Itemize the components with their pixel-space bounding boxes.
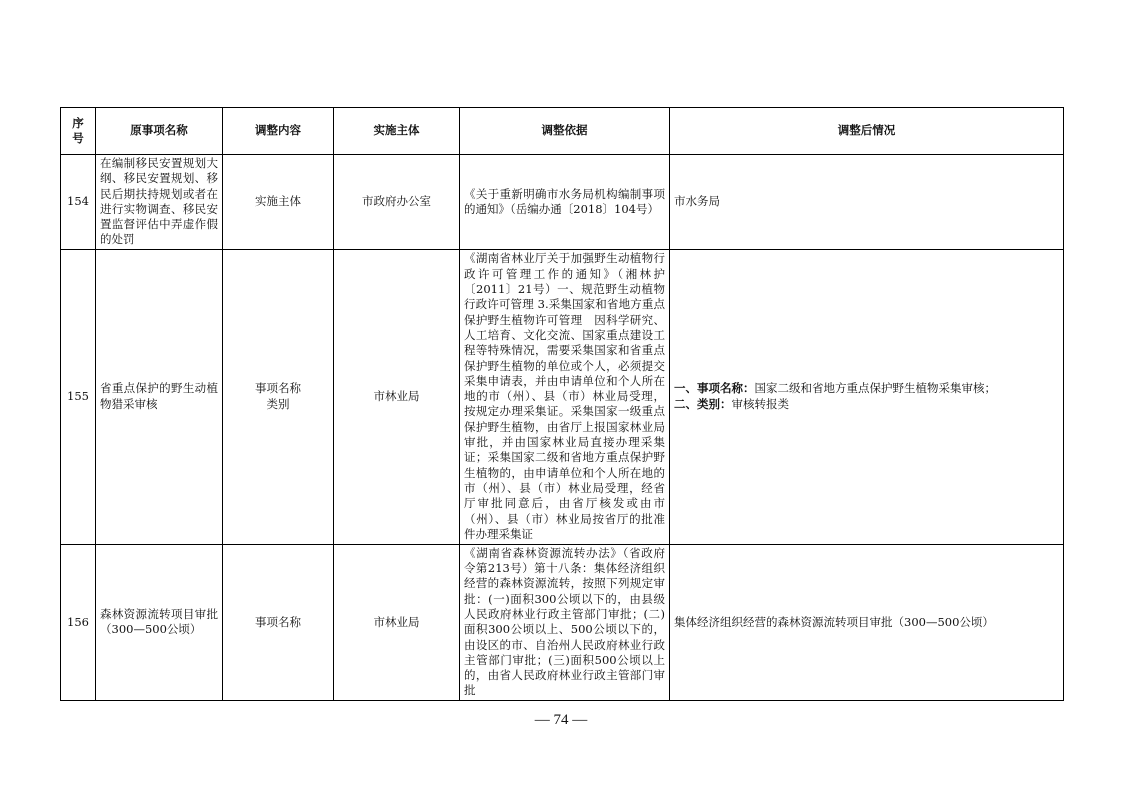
result-line-1 bbox=[674, 381, 1059, 396]
row-name: 省重点保护的野生动植物猎采审核 bbox=[96, 249, 223, 544]
row-no: 156 bbox=[61, 544, 96, 700]
header-no: 序 号 bbox=[61, 108, 96, 155]
header-result: 调整后情况 bbox=[670, 108, 1064, 155]
row-content: 实施主体 bbox=[223, 155, 334, 250]
row-result bbox=[670, 249, 1064, 544]
result-label-name: 一、事项名称： bbox=[674, 381, 755, 396]
table-header-row bbox=[61, 108, 1064, 155]
adjustment-table bbox=[60, 107, 1064, 701]
result-label-category: 二、类别： bbox=[674, 396, 732, 411]
row-subject: 市林业局 bbox=[334, 249, 460, 544]
row-result: 集体经济组织经营的森林资源流转项目审批（300—500公顷） bbox=[670, 544, 1064, 700]
header-basis: 调整依据 bbox=[460, 108, 670, 155]
page-number: — 74 — bbox=[534, 712, 588, 728]
header-subject: 实施主体 bbox=[334, 108, 460, 155]
result-line-2 bbox=[674, 397, 1059, 412]
header-content: 调整内容 bbox=[223, 108, 334, 155]
result-text-name: 国家二级和省地方重点保护野生植物采集审核； bbox=[754, 381, 996, 396]
row-no: 155 bbox=[61, 249, 96, 544]
row-content: 事项名称 类别 bbox=[223, 249, 334, 544]
table-row bbox=[61, 249, 1064, 544]
row-result: 市水务局 bbox=[670, 155, 1064, 250]
row-subject: 市林业局 bbox=[334, 544, 460, 700]
row-basis: 《关于重新明确市水务局机构编制事项的通知》（岳编办通〔2018〕104号） bbox=[460, 155, 670, 250]
row-subject: 市政府办公室 bbox=[334, 155, 460, 250]
table-row bbox=[61, 544, 1064, 700]
row-name: 在编制移民安置规划大纲、移民安置规划、移民后期扶持规划或者在进行实物调查、移民安置监督评估中弄虚作假的处罚 bbox=[96, 155, 223, 250]
row-no: 154 bbox=[61, 155, 96, 250]
row-basis: 《湖南省森林资源流转办法》（省政府令第213号）第十八条：集体经济组织经营的森林资源流转，按照下列规定审批：(一)面积300公顷以下的，由县级人民政府林业行政主管部门审批；(二)面积300公顷以上、500公顷以下的，由设区的市、自治州人民政府林业行政主管部门审批；(三)面积500公顷以上的，由省人民政府林业行政主管部门审批 bbox=[460, 544, 670, 700]
header-name: 原事项名称 bbox=[96, 108, 223, 155]
result-text-category: 审核转报类 bbox=[731, 396, 789, 411]
row-name: 森林资源流转项目审批（300—500公顷） bbox=[96, 544, 223, 700]
table-row bbox=[61, 155, 1064, 250]
row-basis: 《湖南省林业厅关于加强野生动植物行政许可管理工作的通知》（湘林护〔2011〕21号）一、规范野生动植物行政许可管理 3.采集国家和省地方重点保护野生植物许可管理 因科学研究、人工培育、文化交流、国家重点建设工程等特殊情况，需要采集国家和省重点保护野生植物的单位或个人，必须提交采集申请表，并由申请单位和个人所在地的市（州）、县（市）林业局受理，按规定办理采集证。采集国家一级重点保护野生植物，由省厅上报国家林业局审批，并由国家林业局直接办理采集证；采集国家二级和省地方重点保护野生植物的，由申请单位和个人所在地的市（州）、县（市）林业局受理，经省厅审批同意后，由省厅核发或由市（州）、县（市）林业局按省厅的批准件办理采集证 bbox=[460, 249, 670, 544]
row-content: 事项名称 bbox=[223, 544, 334, 700]
